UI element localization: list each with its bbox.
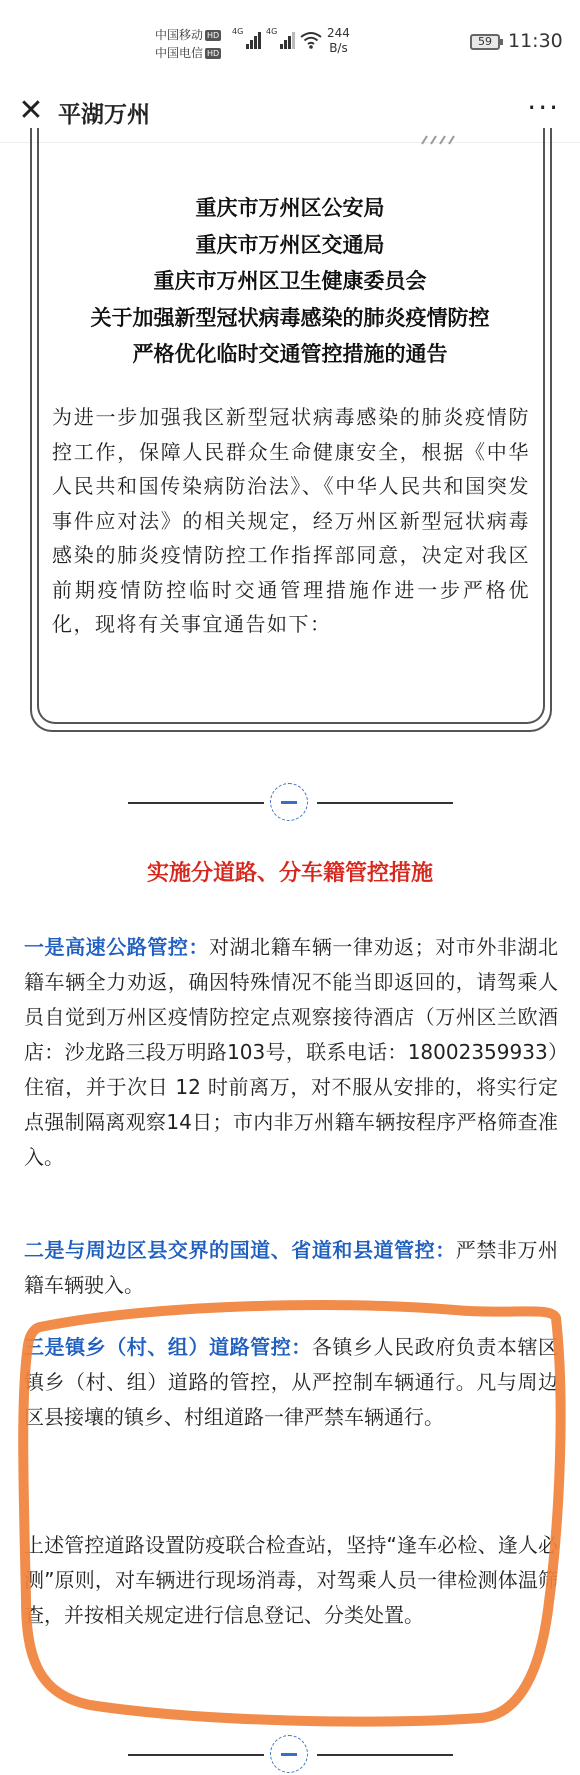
wifi-icon [300,30,322,50]
network-type-2: 4G [266,27,278,36]
hd-badge-1: HD [207,31,220,40]
measure-text-2: 严禁非万州籍车辆驶入。 [24,1238,559,1297]
net-speed-value: 244 [327,26,350,40]
carrier-info [155,26,221,62]
status-bar [0,0,580,80]
measure-item-3 [24,1330,558,1435]
notice-intro-paragraph: 为进一步加强我区新型冠状病毒感染的肺炎疫情防控工作，保障人民群众生命健康安全，根据《中华人民共和国传染病防治法》、《中华人民共和国突发事件应对法》的相关规定，经万州区新型冠状病毒感染的肺炎疫情防控工作指挥部同意，决定对我区前期疫情防控临时交通管理措施作进一步严格优化，现将有关事宜通告如下： [52,405,530,636]
battery-icon: 59 [470,34,500,50]
signal-icon-1 [232,27,262,50]
notice-title [40,190,540,373]
divider-dash-icon-bottom [270,1735,308,1773]
hd-badge-2: HD [207,49,220,58]
carrier-1: 中国移动 [155,28,204,42]
decorative-stripes-icon [420,135,460,145]
more-menu-icon[interactable]: ··· [527,91,560,124]
close-icon[interactable]: ✕ [18,93,44,128]
section-heading: 实施分道路、分车籍管控措施 [146,861,433,886]
measure-item-1 [24,930,558,1175]
measure-item-2 [24,1233,558,1303]
signal-icon-2 [266,27,296,50]
page-title: 平湖万州 [58,102,150,128]
clock: 11:30 [508,30,563,52]
notice-title-line-5: 严格优化临时交通管控措施的通告 [132,342,448,366]
notice-title-line-4: 关于加强新型冠状病毒感染的肺炎疫情防控 [90,305,490,330]
closing-paragraph: 上述管控道路设置防疫联合检查站，坚持“逢车必检、逢人必测”原则，对车辆进行现场消毒，对驾乘人员一律检测体温筛查，并按相关规定进行信息登记、分类处置。 [24,1533,558,1627]
net-speed [327,26,350,56]
network-type-1: 4G [232,27,244,36]
notice-title-line-2: 重庆市万州区交通局 [195,232,385,257]
measure-text-1: 对湖北籍车辆一律劝返；对市外非湖北籍车辆全力劝返，确因特殊情况不能当即返回的，请驾乘人员自觉到万州区疫情防控定点观察接待酒店（万州区兰欧酒店：沙龙路三段万明路103号，联系电话：18002359933）住宿，并于次日 12 时前离万，对不服从安排的，将实行定点强制隔离观察14日；市内非万州籍车辆按程序严格筛查准入。 [24,935,559,1169]
measure-label-2: 二是与周边区县交界的国道、省道和县道管控： [24,1238,456,1262]
divider-dash-icon [270,783,308,821]
measure-label-3: 三是镇乡（村、组）道路管控： [24,1335,312,1359]
notice-title-line-1: 重庆市万州区公安局 [195,196,385,220]
notice-title-line-3: 重庆市万州区卫生健康委员会 [153,269,427,293]
net-speed-unit: B/s [329,41,348,55]
measure-text-3: 各镇乡人民政府负责本辖区镇乡（村、组）道路的管控，从严控制车辆通行。凡与周边区县接壤的镇乡、村组道路一律严禁车辆通行。 [24,1335,559,1429]
section-divider [128,783,453,823]
section-divider-bottom [128,1735,453,1775]
carrier-2: 中国电信 [155,46,204,60]
measure-label-1: 一是高速公路管控： [24,935,210,959]
